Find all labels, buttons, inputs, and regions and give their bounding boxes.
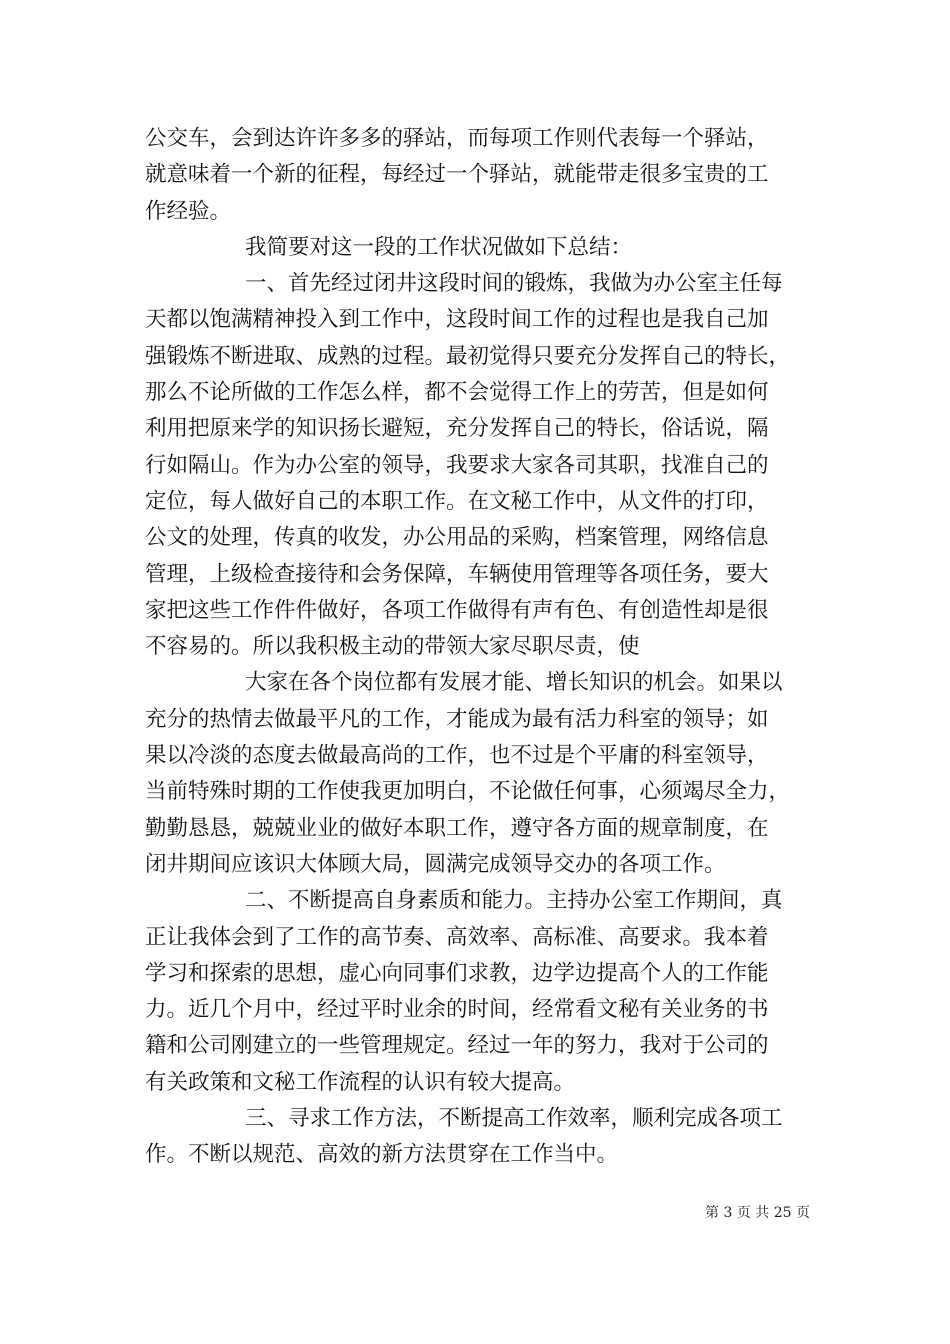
text-line: 公交车，会到达许许多多的驿站，而每项工作则代表每一个驿站， — [145, 126, 769, 151]
text-line: 学习和探索的思想，虚心向同事们求教，边学边提高个人的工作能 — [145, 960, 769, 986]
text-line: 就意味着一个新的征程，每经过一个驿站，就能带走很多宝贵的工 — [145, 162, 769, 188]
text-line: 二、不断提高自身素质和能力。主持办公室工作期间，真 — [245, 888, 783, 914]
text-line: 管理，上级检查接待和会务保障，车辆使用管理等各项任务，要大 — [145, 561, 769, 587]
text-line: 大家在各个岗位都有发展才能、增长知识的机会。如果以 — [245, 670, 783, 696]
text-line: 强锻炼不断进取、成熟的过程。最初觉得只要充分发挥自己的特长， — [145, 343, 791, 369]
text-line: 闭井期间应该识大体顾大局，圆满完成领导交办的各项工作。 — [145, 851, 726, 877]
text-line: 三、寻求工作方法，不断提高工作效率，顺利完成各项工 — [245, 1106, 783, 1132]
text-line: 不容易的。所以我积极主动的带领大家尽职尽责，使 — [145, 634, 640, 660]
text-line: 家把这些工作件件做好，各项工作做得有声有色、有创造性却是很 — [145, 597, 769, 623]
text-line: 正让我体会到了工作的高节奏、高效率、高标准、高要求。我本着 — [145, 924, 769, 950]
text-line: 天都以饱满精神投入到工作中，这段时间工作的过程也是我自己加 — [145, 307, 769, 333]
text-line: 行如隔山。作为办公室的领导，我要求大家各司其职，找准自己的 — [145, 452, 769, 478]
text-line: 利用把原来学的知识扬长避短，充分发挥自己的特长，俗话说，隔 — [145, 416, 769, 442]
text-line: 当前特殊时期的工作使我更加明白，不论做任何事，心须竭尽全力， — [145, 779, 791, 805]
text-line: 有关政策和文秘工作流程的认识有较大提高。 — [145, 1069, 576, 1095]
text-line: 一、首先经过闭井这段时间的锻炼，我做为办公室主任每 — [245, 271, 783, 297]
text-line: 力。近几个月中，经过平时业余的时间，经常看文秘有关业务的书 — [145, 997, 769, 1023]
text-line: 充分的热情去做最平凡的工作，才能成为最有活力科室的领导；如 — [145, 706, 769, 732]
text-line: 我简要对这一段的工作状况做如下总结： — [245, 234, 633, 260]
page-number: 第 3 页 共 25 页 — [705, 1205, 810, 1221]
text-line: 作经验。 — [145, 198, 232, 224]
text-line: 果以冷淡的态度去做最高尚的工作，也不过是个平庸的科室领导， — [145, 743, 769, 769]
text-line: 籍和公司刚建立的一些管理规定。经过一年的努力，我对于公司的 — [145, 1033, 769, 1059]
text-line: 那么不论所做的工作怎么样，都不会觉得工作上的劳苦，但是如何 — [145, 380, 769, 406]
text-line: 勤勤恳恳，兢兢业业的做好本职工作，遵守各方面的规章制度，在 — [145, 815, 769, 841]
text-line: 作。不断以规范、高效的新方法贯穿在工作当中。 — [145, 1142, 619, 1168]
document-body — [145, 121, 810, 1174]
text-line: 公文的处理，传真的收发，办公用品的采购，档案管理，网络信息 — [145, 525, 769, 551]
text-line: 定位，每人做好自己的本职工作。在文秘工作中，从文件的打印， — [145, 488, 769, 514]
